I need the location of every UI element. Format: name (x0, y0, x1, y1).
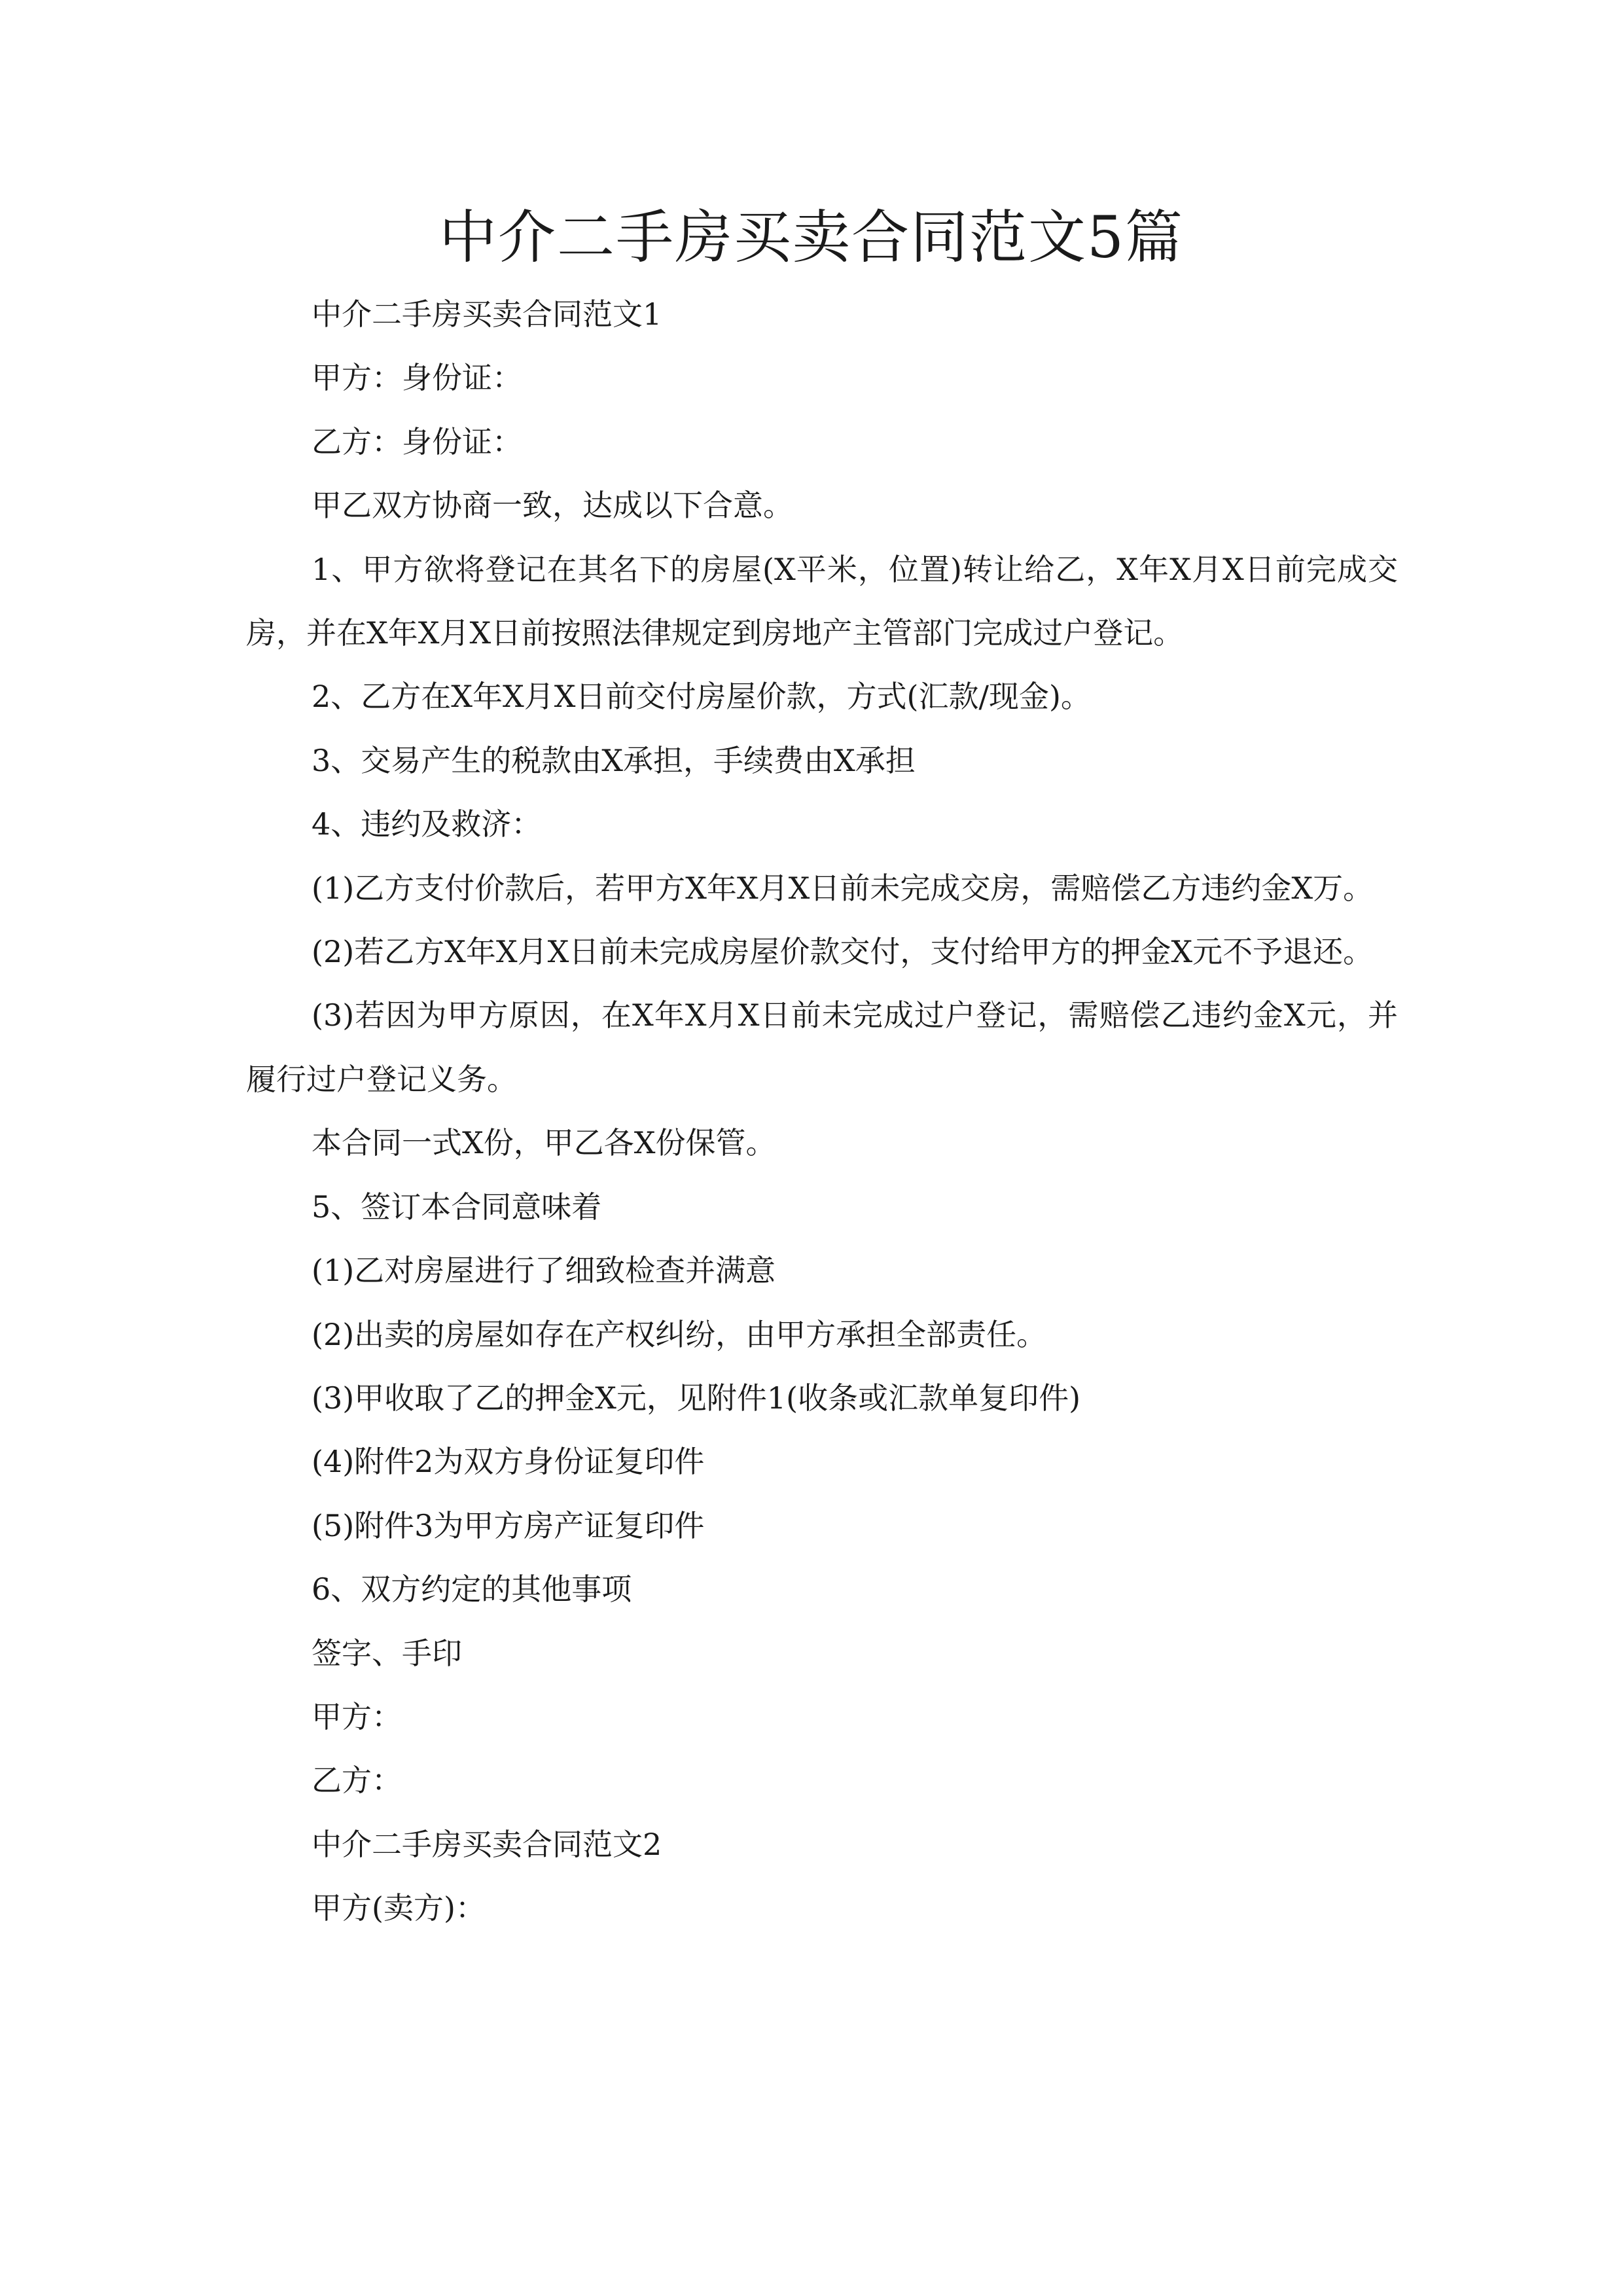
section-heading-2: 中介二手房买卖合同范文2 (312, 1826, 662, 1862)
clause-4-item-1: (1)乙方支付价款后，若甲方X年X月X日前未完成交房，需赔偿乙方违约金X万。 (312, 870, 1374, 906)
clause-1: 1、甲方欲将登记在其名下的房屋(X平米，位置)转让给乙，X年X月X日前完成交房，并在X年X月X日前按照法律规定到房地产主管部门完成过户登记。 (246, 551, 1398, 651)
party-a-line: 甲方：身份证： (312, 360, 522, 396)
clause-2: 2、乙方在X年X月X日前交付房屋价款，方式(汇款/现金)。 (312, 679, 1091, 715)
clause-5-item-5: (5)附件3为甲方房产证复印件 (312, 1507, 705, 1543)
party-b-line: 乙方：身份证： (312, 423, 522, 459)
copies-note: 本合同一式X份，甲乙各X份保管。 (312, 1125, 776, 1161)
seller-line: 甲方(卖方)： (312, 1890, 486, 1926)
clause-3: 3、交易产生的税款由X承担，手续费由X承担 (312, 742, 916, 778)
clause-4-item-3: (3)若因为甲方原因，在X年X月X日前未完成过户登记，需赔偿乙违约金X元，并履行过户登记义务。 (246, 997, 1398, 1097)
document-body (246, 283, 1398, 1941)
clause-4-item-2: (2)若乙方X年X月X日前未完成房屋价款交付，支付给甲方的押金X元不予退还。 (312, 934, 1374, 970)
signature-party-a: 甲方： (312, 1698, 402, 1734)
signature-label: 签字、手印 (312, 1635, 462, 1671)
section-heading-1: 中介二手房买卖合同范文1 (312, 296, 662, 332)
clause-5-item-2: (2)出卖的房屋如存在产权纠纷，由甲方承担全部责任。 (312, 1316, 1047, 1352)
agreement-intro: 甲乙双方协商一致，达成以下合意。 (312, 488, 793, 524)
clause-5-item-1: (1)乙对房屋进行了细致检查并满意 (312, 1253, 776, 1289)
clause-5-item-4: (4)附件2为双方身份证复印件 (312, 1444, 705, 1480)
signature-party-b: 乙方： (312, 1763, 402, 1799)
document-title: 中介二手房买卖合同范文5篇 (439, 204, 1184, 271)
clause-5: 5、签订本合同意味着 (312, 1189, 602, 1225)
clause-6: 6、双方约定的其他事项 (312, 1571, 632, 1607)
clause-5-item-3: (3)甲收取了乙的押金X元，见附件1(收条或汇款单复印件) (312, 1380, 1081, 1416)
clause-4: 4、违约及救济： (312, 806, 542, 842)
